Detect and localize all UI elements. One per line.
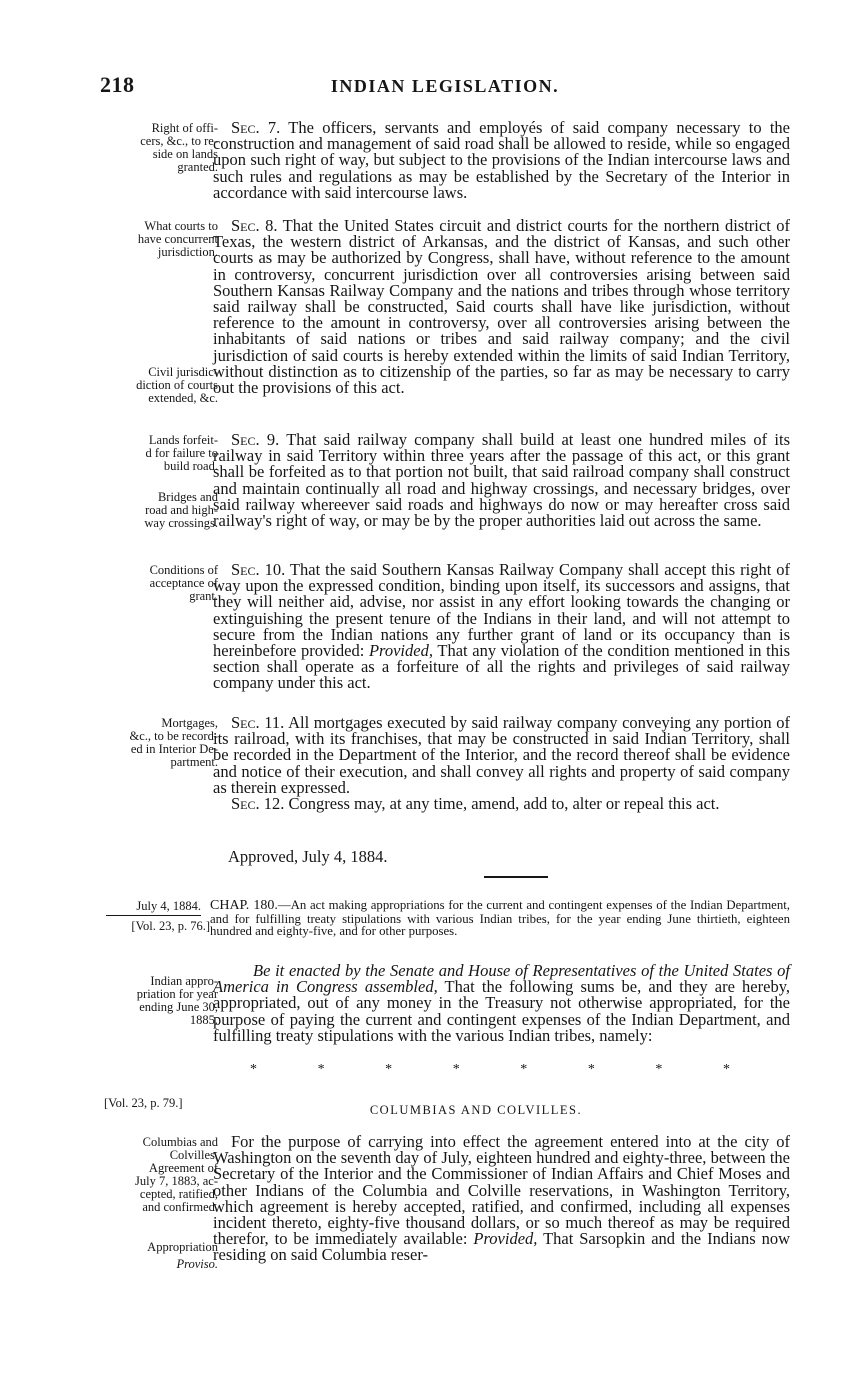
section-body: All mortgages executed by said railway company conveying any portion of its railroad, with its franchises, that may be constructed in said Indian Territory, shall be recorded in the Department of the Interior, and the record thereof shall be evidence and notice of their execution, and shall convey all rights and property of said company as therein expressed. bbox=[213, 713, 791, 797]
star: * bbox=[520, 1062, 528, 1077]
section-12-text bbox=[213, 796, 790, 812]
section-body: That the United States circuit and district courts for the northern district of Texas, the western district of Arkansas, and the district of Kansas, and such other courts as may be authorized by Congress, shall have, without reference to the amount in controversy, concurrent jurisdiction over all controversies arising between said Southern Kansas Railway Company and the nations and tribes through whose territory said railway shall be constructed, Said courts shall have like jurisdiction, without reference to the amount in controversy, over all controversies arising between the inhabitants of said nations or tribes and said railway company; and the civil jurisdiction of said courts is hereby extended within the limits of said Indian Territory, without distinction as to citizenship of the parties, so far as may be necessary to carry out the provisions of this act. bbox=[213, 216, 790, 398]
section-label: Sec. 7. bbox=[231, 118, 281, 137]
section-8-text bbox=[213, 218, 790, 396]
enacting-text bbox=[213, 963, 790, 1044]
star: * bbox=[655, 1062, 663, 1077]
section-body: The officers, servants and employés of said company necessary to the construction and management of said road shall be allowed to reside, while so engaged upon such right of way, but subject to the provisions of the Indian intercourse laws and such rules and regulations as may be established by the Secretary of the Interior in accordance with said intercourse laws. bbox=[213, 118, 791, 202]
section-label: Sec. 10. bbox=[231, 560, 286, 579]
margin-note-right-of-officers: Right of offi- cers, &c., to re- side on lands granted. bbox=[140, 121, 218, 174]
columbias-body: For the purpose of carrying into effect the agreement entered into at the city of Washington on the seventh day of July, eighteen hundred and eighty-three, between the Secretary of the Interior and the Commissioner of Indian Affairs and Chief Moses and other Indians of the Columbia and Colville reservations, in Washington Territory, which agreement is hereby accepted, ratified, and confirmed, including all expenses incident thereto, eighty-five thousand dollars, or so much thereof as may be required therefor, to be immediately available: bbox=[213, 1132, 790, 1249]
star: * bbox=[587, 1062, 595, 1077]
section-9-text bbox=[213, 432, 790, 529]
margin-note-appropriation: Appropriation Proviso. bbox=[147, 1240, 218, 1271]
enacting-body: That the following sums be, and they are hereby, appropriated, out of any money in the Treasury not otherwise appropriated, for the purpose of paying the current and contingent expenses of the Indian Department, and fulfilling treaty stipulations with the various Indian tribes, namely: bbox=[213, 977, 791, 1045]
section-body: That said railway company shall build at least one hundred miles of its railway in said Territory within three years after the passage of this act, or this grant shall be forfeited as to that portion not built, that said railroad company shall construct and maintain continually all road and highway crossings, and necessary bridges, over said railway whereever said roads and highways do now or may hereafter cross said railway's right of way, or may be by the proper authorities laid out across the same. bbox=[213, 430, 790, 531]
proviso-word: Provided, bbox=[473, 1229, 538, 1249]
chapter-title bbox=[210, 899, 790, 938]
margin-note-civil-jurisdiction: Civil jurisdic- diction of courts extended, &c. bbox=[136, 365, 218, 405]
proviso-word: Provided, bbox=[368, 641, 433, 661]
margin-note-lands-forfeited: Lands forfeit- d for failure to build road. bbox=[145, 433, 218, 473]
columbias-heading: COLUMBIAS AND COLVILLES. bbox=[369, 1103, 583, 1117]
columbias-body-continued: That Sarsopkin and the Indians now residing on said Columbia reser- bbox=[213, 1229, 791, 1265]
star: * bbox=[722, 1062, 730, 1077]
margin-note-bridges: Bridges and road and high- way crossings. bbox=[144, 490, 218, 530]
margin-note-mortgages: Mortgages, &c., to be record- ed in Interior De- partment. bbox=[129, 716, 218, 769]
section-7-text bbox=[213, 120, 790, 201]
section-divider bbox=[484, 876, 548, 878]
page-number: 218 bbox=[100, 72, 135, 97]
section-body: That the said Southern Kansas Railway Company shall accept this right of way upon the expressed condition, binding upon itself, its successors and assigns, that they will neither aid, advise, nor assist in any effort looking towards the changing or extinguishing the present tenure of the Indians in their land, and will not attempt to secure from the Indian nations any further grant of land or its occupancy than is hereinbefore provided: bbox=[213, 560, 790, 661]
margin-note-columbias: Columbias and Colvilles. Agreement of July 7, 1883, ac- cepted, ratified, and confirmed. bbox=[135, 1135, 218, 1214]
chapter-date: July 4, 1884. bbox=[106, 899, 201, 916]
chapter-label: CHAP. 180. bbox=[210, 898, 278, 913]
star: * bbox=[250, 1062, 257, 1077]
enacting-formula: Be it enacted by the Senate and House of Representatives of the United States of America in Congress assembled, bbox=[213, 961, 790, 997]
running-head: INDIAN LEGISLATION. bbox=[330, 76, 560, 96]
star: * bbox=[317, 1062, 325, 1077]
star: * bbox=[452, 1062, 460, 1077]
section-body: Congress may, at any time, amend, add to, alter or repeal this act. bbox=[288, 794, 720, 814]
approval-date: Approved, July 4, 1884. bbox=[228, 847, 388, 866]
margin-note-conditions: Conditions of acceptance of grant. bbox=[149, 563, 218, 603]
star: * bbox=[385, 1062, 393, 1077]
section-10-text bbox=[213, 562, 790, 692]
page-header bbox=[100, 72, 790, 100]
chapter-volume-ref: [Vol. 23, p. 76.] bbox=[131, 919, 210, 933]
chapter-description: —An act making appropriations for the current and contingent expenses of the Indian Department, and for fulfilling treaty stipulations with various Indian tribes, for the year ending June thirtieth, eighteen hundred and eighty-five, and for other purposes. bbox=[210, 898, 790, 939]
section-label: Sec. 8. bbox=[231, 216, 278, 235]
section-label: Sec. 12. bbox=[231, 794, 285, 814]
columbias-volume-ref: [Vol. 23, p. 79.] bbox=[104, 1096, 183, 1110]
section-label: Sec. 9. bbox=[231, 430, 280, 449]
omission-stars bbox=[250, 1062, 730, 1078]
margin-note-concurrent-jurisdiction: What courts to have concurrent jurisdiction. bbox=[137, 219, 218, 259]
section-label: Sec. 11. bbox=[231, 713, 285, 732]
margin-note-indian-appropriation: Indian appro- priation for year ending June 30, 1885. bbox=[136, 974, 218, 1027]
section-body-continued: That any violation of the condition mentioned in this section shall operate as a forfeiture of all the rights and privileges of said railway company under this act. bbox=[213, 641, 791, 693]
columbias-text bbox=[213, 1134, 790, 1264]
section-11-text bbox=[213, 715, 790, 812]
